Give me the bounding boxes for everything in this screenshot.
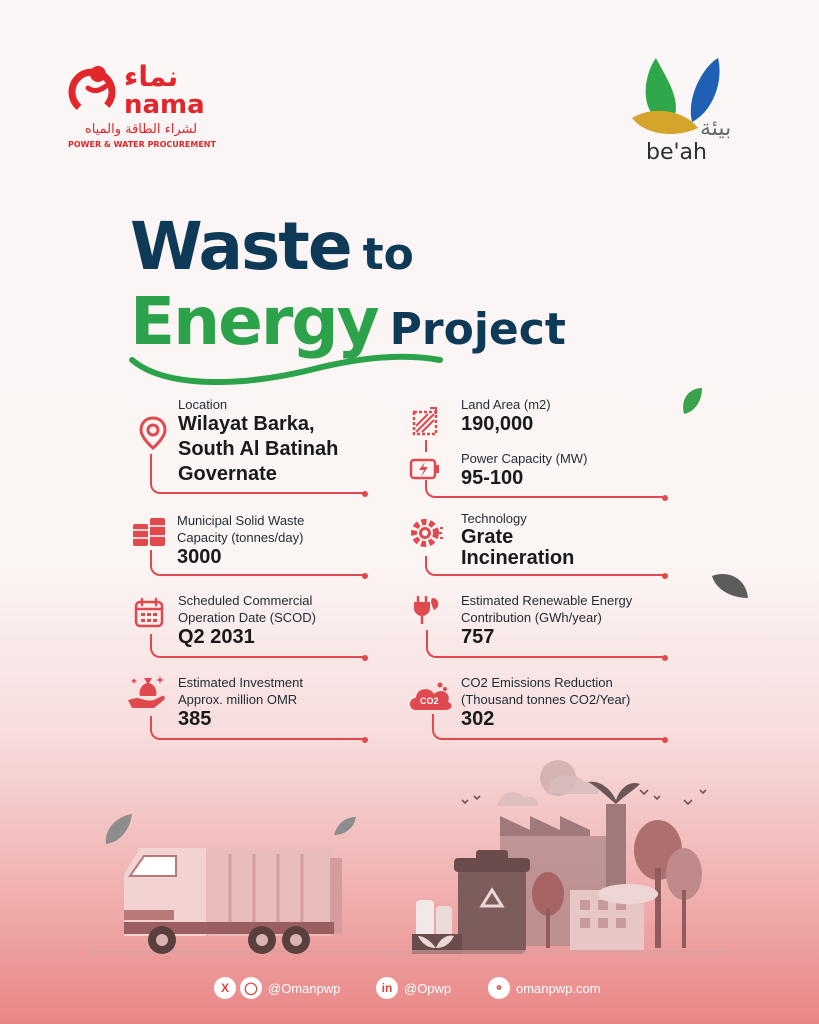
scod-value: Q2 2031 — [178, 626, 255, 648]
power-capacity-item — [408, 450, 668, 502]
land-area-label: Land Area (m2) — [461, 397, 551, 412]
technology-item — [406, 510, 668, 580]
connector-dot — [362, 573, 368, 579]
technology-label: Technology — [461, 511, 527, 526]
title-project: Project — [389, 304, 566, 355]
land-area-item — [408, 396, 668, 446]
co2-icon-text: CO2 — [420, 696, 439, 706]
linkedin-icon: in — [376, 977, 398, 999]
connector-line — [432, 714, 664, 740]
technology-value-line2: Incineration — [461, 547, 575, 569]
renewable-value: 757 — [461, 626, 495, 648]
eco-plug-icon — [406, 594, 440, 628]
title-waste: Waste — [130, 208, 351, 285]
waste-barrels-icon — [130, 512, 168, 548]
location-item — [136, 396, 371, 500]
website-link[interactable] — [488, 976, 601, 1000]
connector-dot — [662, 573, 668, 579]
page-title-line1 — [130, 208, 414, 285]
title-swoosh-underline — [128, 346, 443, 386]
power-capacity-label: Power Capacity (MW) — [461, 451, 588, 466]
renewable-label-line2: Contribution (GWh/year) — [461, 610, 602, 625]
land-area-value: 190,000 — [461, 413, 534, 435]
land-area-icon — [408, 404, 442, 438]
leaf-decoration-icon — [710, 570, 750, 602]
co2-item — [406, 672, 668, 744]
power-capacity-value: 95-100 — [461, 467, 524, 489]
waste-to-energy-illustration — [0, 750, 819, 965]
title-energy: Energy — [130, 283, 378, 360]
investment-label-line2: Approx. million OMR — [178, 692, 298, 707]
location-value-line1: Wilayat Barka, — [178, 413, 315, 435]
linkedin-handle: @Opwp — [404, 980, 452, 996]
x-instagram-link[interactable] — [214, 976, 340, 1000]
land-power-link-line — [425, 440, 427, 452]
beah-leaves-icon — [626, 56, 766, 140]
connector-line — [425, 480, 665, 498]
location-value-line3: Governate — [178, 463, 277, 485]
location-pin-icon — [136, 416, 170, 450]
money-bag-hand-icon — [126, 672, 168, 714]
website-url: omanpwp.com — [516, 980, 601, 996]
title-to: to — [362, 229, 414, 280]
msw-capacity-value: 3000 — [177, 546, 222, 568]
nama-mark-icon — [68, 62, 124, 118]
msw-capacity-label-line1: Municipal Solid Waste — [177, 513, 305, 528]
x-instagram-handle: @Omanpwp — [268, 980, 341, 996]
globe-icon: ⚬ — [488, 977, 510, 999]
social-footer — [0, 968, 819, 1008]
scod-label-line2: Operation Date (SCOD) — [178, 610, 316, 625]
scod-item — [132, 592, 371, 662]
msw-capacity-label-line2: Capacity (tonnes/day) — [177, 530, 304, 545]
renewable-item — [406, 592, 668, 662]
location-label: Location — [178, 397, 228, 412]
location-value-line2: South Al Batinah — [178, 438, 339, 460]
beah-english-name: be'ah — [646, 140, 707, 165]
investment-item — [126, 672, 371, 744]
connector-line — [425, 556, 665, 576]
investment-label-line1: Estimated Investment — [178, 675, 303, 690]
co2-label-line1: CO2 Emissions Reduction — [461, 675, 613, 690]
beah-arabic-name: بيئة — [700, 116, 732, 141]
connector-line — [150, 550, 365, 576]
connector-line — [150, 716, 365, 740]
beah-logo — [626, 56, 766, 168]
connector-line — [150, 634, 365, 658]
msw-capacity-item — [130, 510, 371, 580]
connector-dot — [362, 491, 368, 497]
connector-dot — [662, 737, 668, 743]
calendar-icon — [132, 596, 166, 630]
scod-label-line1: Scheduled Commercial — [178, 593, 313, 608]
investment-value: 385 — [178, 708, 212, 730]
connector-dot — [662, 495, 668, 501]
connector-line — [150, 454, 365, 494]
leaf-decoration-icon — [680, 386, 704, 416]
nama-arabic-subtitle: لشراء الطاقة والمياه — [84, 122, 198, 137]
connector-dot — [362, 737, 368, 743]
renewable-label-line1: Estimated Renewable Energy — [461, 593, 633, 608]
instagram-icon: ◯ — [240, 977, 262, 999]
connector-line — [426, 630, 664, 658]
nama-english-name: nama — [124, 90, 205, 120]
nama-logo — [66, 60, 216, 152]
linkedin-link[interactable] — [376, 976, 451, 1000]
connector-dot — [362, 655, 368, 661]
co2-value: 302 — [461, 708, 495, 730]
nama-english-subtitle: POWER & WATER PROCUREMENT — [68, 140, 216, 149]
gear-technology-icon — [406, 514, 444, 552]
connector-dot — [662, 655, 668, 661]
nama-arabic-name: نماء — [124, 60, 179, 93]
technology-value-line1: Grate — [461, 526, 514, 548]
x-icon: X — [214, 977, 236, 999]
co2-label-line2: (Thousand tonnes CO2/Year) — [461, 692, 631, 707]
